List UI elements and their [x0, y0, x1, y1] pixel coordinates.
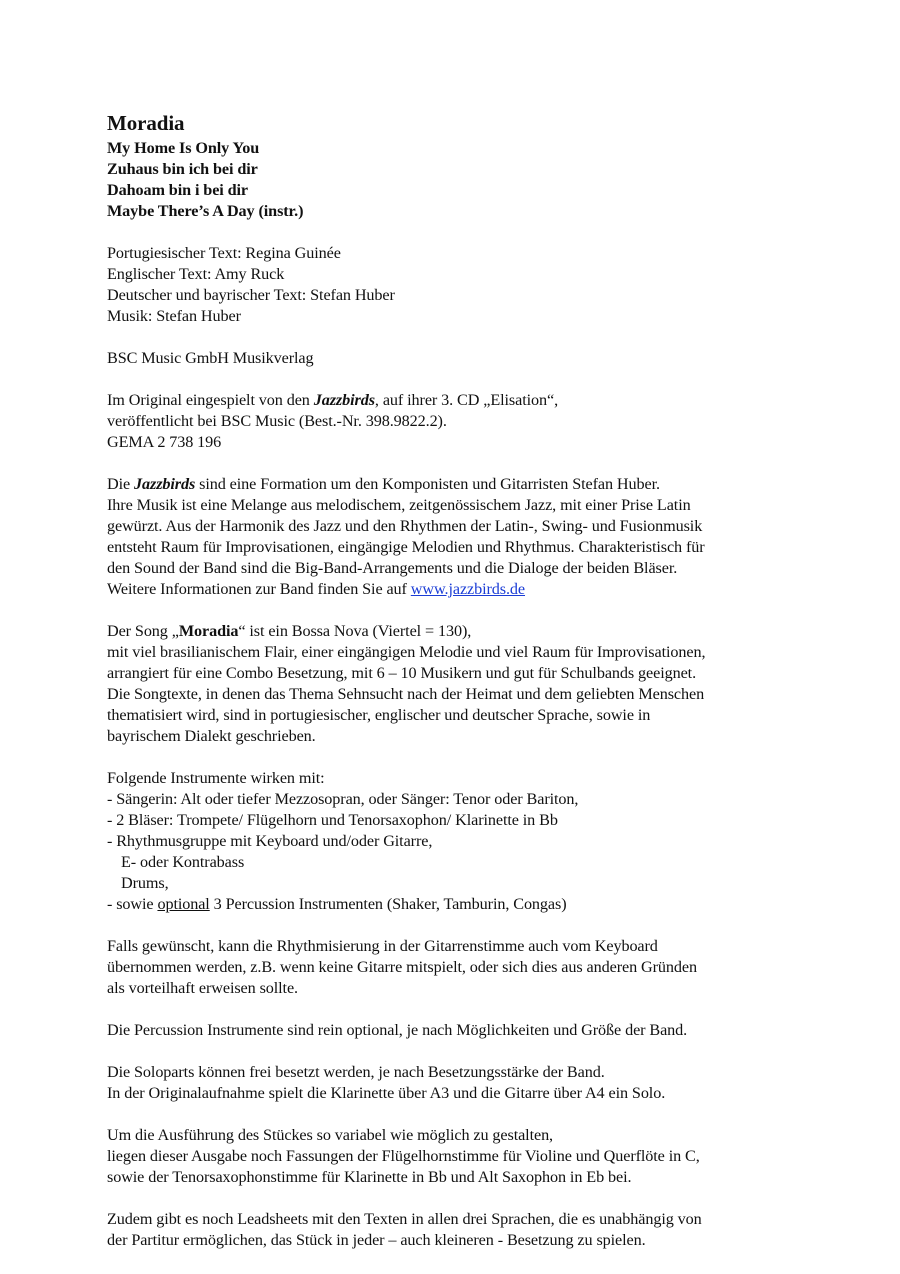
text-run: Der Song „ [107, 622, 179, 640]
paragraph-line: übernommen werden, z.B. wenn keine Gitarre mitspielt, oder sich dies aus anderen Gründen [107, 958, 697, 976]
band-name: Jazzbirds [134, 475, 196, 493]
original-recording-block [107, 390, 807, 453]
page-title: Moradia [107, 111, 185, 135]
versions-block [107, 1125, 807, 1188]
credit-line: Portugiesischer Text: Regina Guinée [107, 244, 341, 262]
song-name: Moradia [178, 622, 239, 640]
instruments-heading: Folgende Instrumente wirken mit: [107, 769, 325, 787]
paragraph-line: arrangiert für eine Combo Besetzung, mit 6 – 10 Musikern und gut für Schulbands geeignet. [107, 664, 697, 682]
paragraph-line: Ihre Musik ist eine Melange aus melodischem, zeitgenössischem Jazz, mit einer Prise Latin [107, 496, 691, 514]
paragraph-line: Die Percussion Instrumente sind rein optional, je nach Möglichkeiten und Größe der Band. [107, 1021, 688, 1039]
paragraph-line [107, 579, 807, 600]
paragraph-line: veröffentlicht bei BSC Music (Best.-Nr. 398.9822.2). [107, 412, 447, 430]
paragraph-line: Falls gewünscht, kann die Rhythmisierung in der Gitarrenstimme auch vom Keyboard [107, 937, 658, 955]
subtitle-2: Zuhaus bin ich bei dir [107, 160, 258, 178]
paragraph-line [107, 621, 807, 642]
paragraph-line [107, 474, 807, 495]
text-run: Im Original eingespielt von den [107, 391, 314, 409]
paragraph-line: entsteht Raum für Improvisationen, eingängige Melodien und Rhythmus. Charakteristisch für [107, 538, 705, 556]
text-run: 3 Percussion Instrumenten (Shaker, Tamburin, Congas) [209, 895, 567, 913]
credit-line: Deutscher und bayrischer Text: Stefan Huber [107, 286, 395, 304]
paragraph-line: Die Songtexte, in denen das Thema Sehnsucht nach der Heimat und dem geliebten Menschen [107, 685, 705, 703]
solos-block [107, 1062, 807, 1104]
text-run: Die [107, 475, 135, 493]
publisher-block [107, 348, 807, 369]
paragraph-line: den Sound der Band sind die Big-Band-Arrangements und die Dialoge der beiden Bläser. [107, 559, 678, 577]
paragraph-line: mit viel brasilianischem Flair, einer eingängigen Melodie und viel Raum für Improvisationen, [107, 643, 706, 661]
paragraph-line: der Partitur ermöglichen, das Stück in jeder – auch kleineren - Besetzung zu spielen. [107, 1231, 646, 1249]
paragraph-line: sowie der Tenorsaxophonstimme für Klarinette in Bb und Alt Saxophon in Eb bei. [107, 1168, 632, 1186]
optional-underlined: optional [157, 895, 210, 913]
paragraph-line: Um die Ausführung des Stückes so variabel wie möglich zu gestalten, [107, 1126, 554, 1144]
instruments-block [107, 768, 807, 915]
publisher-line: BSC Music GmbH Musikverlag [107, 349, 314, 367]
paragraph-line: GEMA 2 738 196 [107, 433, 222, 451]
paragraph-line: gewürzt. Aus der Harmonik des Jazz und den Rhythmen der Latin-, Swing- und Fusionmusik [107, 517, 703, 535]
text-run: - sowie [107, 895, 158, 913]
band-name: Jazzbirds [313, 391, 375, 409]
rhythm-block [107, 936, 807, 999]
text-run: “ ist ein Bossa Nova (Viertel = 130), [238, 622, 472, 640]
instrument-item [107, 894, 807, 915]
paragraph-line: als vorteilhaft erweisen sollte. [107, 979, 298, 997]
text-run: sind eine Formation um den Komponisten und Gitarristen Stefan Huber. [195, 475, 660, 493]
subtitle-4: Maybe There’s A Day (instr.) [107, 202, 304, 220]
paragraph-line: liegen dieser Ausgabe noch Fassungen der Flügelhornstimme für Violine und Querflöte in C, [107, 1147, 700, 1165]
paragraph-line: thematisiert wird, sind in portugiesischer, englischer und deutscher Sprache, sowie in [107, 706, 651, 724]
instrument-item: - Sängerin: Alt oder tiefer Mezzosopran, oder Sänger: Tenor oder Bariton, [107, 790, 579, 808]
subtitle-3: Dahoam bin i bei dir [107, 181, 249, 199]
subtitle-1: My Home Is Only You [107, 139, 260, 157]
percussion-block [107, 1020, 807, 1041]
instrument-subitem: E- oder Kontrabass [121, 853, 245, 871]
instrument-item: - Rhythmusgruppe mit Keyboard und/oder Gitarre, [107, 832, 433, 850]
about-band-block [107, 474, 807, 600]
paragraph-line [107, 390, 807, 411]
credits-block [107, 243, 807, 327]
leadsheets-block [107, 1209, 807, 1251]
paragraph-line: bayrischem Dialekt geschrieben. [107, 727, 316, 745]
credit-line: Englischer Text: Amy Ruck [107, 265, 285, 283]
credit-line: Musik: Stefan Huber [107, 307, 241, 325]
paragraph-line: In der Originalaufnahme spielt die Klarinette über A3 und die Gitarre über A4 ein Solo. [107, 1084, 666, 1102]
song-description-block [107, 621, 807, 747]
text-run: , auf ihrer 3. CD „Elisation“, [374, 391, 559, 409]
paragraph-line: Zudem gibt es noch Leadsheets mit den Texten in allen drei Sprachen, die es unabhängig von [107, 1210, 702, 1228]
instrument-subitem: Drums, [121, 874, 169, 892]
text-run: Weitere Informationen zur Band finden Sie auf [107, 580, 411, 598]
band-website-link[interactable]: www.jazzbirds.de [410, 580, 526, 598]
document-page [107, 110, 807, 1251]
paragraph-line: Die Soloparts können frei besetzt werden, je nach Besetzungsstärke der Band. [107, 1063, 605, 1081]
instrument-item: - 2 Bläser: Trompete/ Flügelhorn und Tenorsaxophon/ Klarinette in Bb [107, 811, 558, 829]
